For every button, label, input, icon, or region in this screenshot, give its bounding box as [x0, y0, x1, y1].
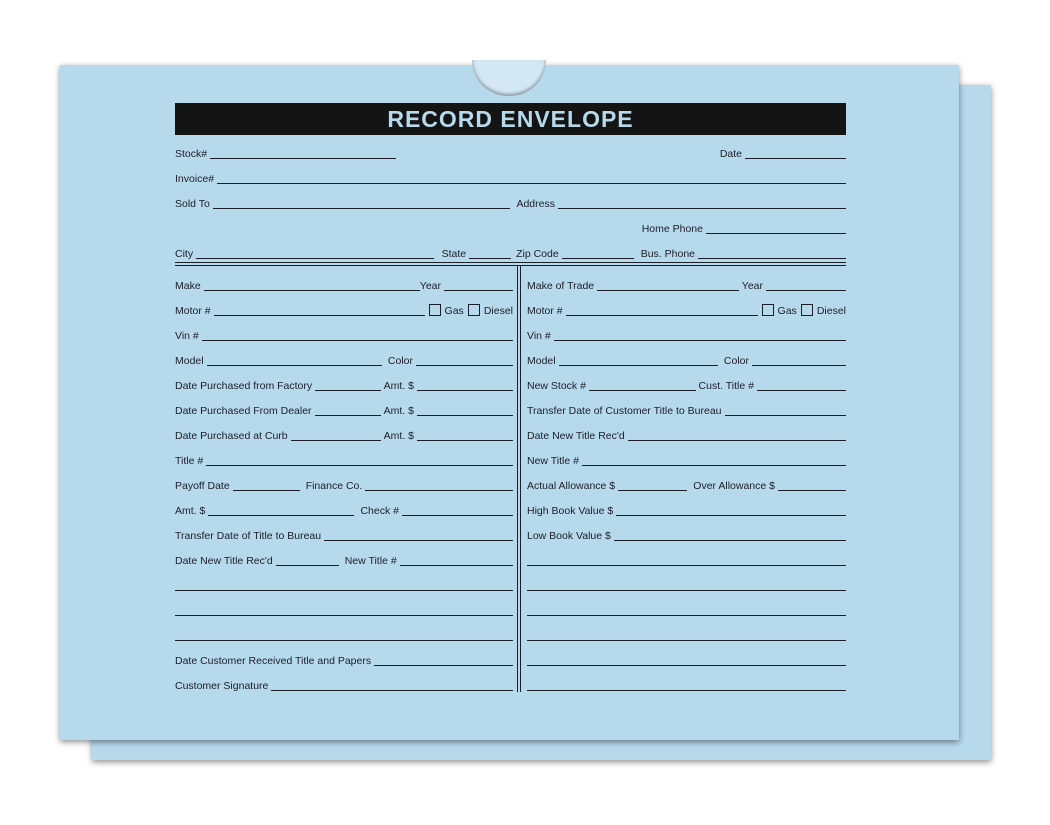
trade-year-label: Year: [741, 280, 763, 292]
finance-co-label: Finance Co.: [305, 480, 363, 492]
right-row-date-new-title: [527, 428, 846, 442]
blank-field[interactable]: [175, 590, 513, 591]
right-row-vin: [527, 328, 846, 342]
trade-new-title-field[interactable]: [582, 465, 846, 466]
left-blank-line: [175, 578, 513, 592]
transfer-field[interactable]: [324, 540, 513, 541]
sold-to-field[interactable]: [213, 208, 511, 209]
date-label: Date: [719, 148, 742, 160]
amt-dealer-field[interactable]: [417, 415, 513, 416]
left-row-signature: [175, 678, 513, 692]
left-row-date-curb: [175, 428, 513, 442]
city-field[interactable]: [196, 258, 433, 259]
blank-field[interactable]: [527, 565, 846, 566]
left-row-new-title: [175, 553, 513, 567]
right-row-allowance: [527, 478, 846, 492]
gas-checkbox[interactable]: [429, 304, 441, 316]
amt-label: Amt. $: [175, 505, 206, 517]
blank-field[interactable]: [175, 615, 513, 616]
address-field[interactable]: [558, 208, 846, 209]
right-blank-line: [527, 553, 846, 567]
right-row-new-title: [527, 453, 846, 467]
color-field[interactable]: [416, 365, 513, 366]
left-row-payoff: [175, 478, 513, 492]
date-factory-label: Date Purchased from Factory: [175, 380, 313, 392]
left-row-transfer: [175, 528, 513, 542]
left-blank-line: [175, 603, 513, 617]
diesel-checkbox[interactable]: [468, 304, 480, 316]
form-title: RECORD ENVELOPE: [175, 103, 846, 135]
gas-label: Gas: [444, 305, 464, 317]
high-book-label: High Book Value $: [527, 505, 614, 517]
title-number-field[interactable]: [206, 465, 513, 466]
trade-new-title-label: New Title #: [527, 455, 579, 467]
amt-curb-field[interactable]: [417, 440, 513, 441]
header-row-invoice: [175, 171, 846, 185]
payoff-date-field[interactable]: [233, 490, 300, 491]
left-row-make: [175, 278, 513, 292]
vin-field[interactable]: [202, 340, 513, 341]
new-title-label: New Title #: [344, 555, 397, 567]
right-row-low-book: [527, 528, 846, 542]
trade-gas-label: Gas: [777, 305, 797, 317]
make-field[interactable]: [204, 290, 420, 291]
city-label: City: [175, 248, 194, 260]
vin-label: Vin #: [175, 330, 199, 342]
transfer-customer-field[interactable]: [725, 415, 846, 416]
date-new-title-field[interactable]: [276, 565, 339, 566]
bus-phone-field[interactable]: [698, 258, 846, 259]
right-blank-line: [527, 628, 846, 642]
state-label: State: [441, 248, 467, 260]
finance-co-field[interactable]: [365, 490, 513, 491]
left-row-vin: [175, 328, 513, 342]
right-row-model: [527, 353, 846, 367]
column-divider: [517, 266, 521, 692]
left-row-amt-check: [175, 503, 513, 517]
trade-model-label: Model: [527, 355, 556, 367]
over-allowance-field[interactable]: [778, 490, 846, 491]
date-curb-label: Date Purchased at Curb: [175, 430, 288, 442]
right-row-motor: [527, 303, 846, 317]
actual-allowance-field[interactable]: [618, 490, 687, 491]
date-customer-field[interactable]: [374, 665, 513, 666]
stock-field[interactable]: [210, 158, 396, 159]
model-field[interactable]: [207, 365, 382, 366]
right-blank-line: [527, 653, 846, 667]
left-row-date-dealer: [175, 403, 513, 417]
left-blank-line: [175, 628, 513, 642]
trade-vin-field[interactable]: [554, 340, 846, 341]
transfer-label: Transfer Date of Title to Bureau: [175, 530, 322, 542]
left-row-date-factory: [175, 378, 513, 392]
right-blank-line: [527, 678, 846, 692]
signature-label: Customer Signature: [175, 680, 269, 692]
make-label: Make: [175, 280, 201, 292]
make-trade-label: Make of Trade: [527, 280, 595, 292]
year-field[interactable]: [444, 290, 513, 291]
blank-field[interactable]: [527, 615, 846, 616]
signature-field[interactable]: [271, 690, 513, 691]
blank-field[interactable]: [527, 640, 846, 641]
trade-motor-field[interactable]: [566, 315, 758, 316]
bus-phone-label: Bus. Phone: [640, 248, 695, 260]
header-row-sold-to: [175, 196, 846, 210]
invoice-field[interactable]: [217, 183, 846, 184]
right-blank-line: [527, 578, 846, 592]
trade-model-field[interactable]: [559, 365, 718, 366]
trade-color-label: Color: [723, 355, 749, 367]
cust-title-label: Cust. Title #: [698, 380, 754, 392]
trade-vin-label: Vin #: [527, 330, 551, 342]
high-book-field[interactable]: [616, 515, 846, 516]
make-trade-field[interactable]: [597, 290, 739, 291]
trade-diesel-checkbox[interactable]: [801, 304, 813, 316]
zip-label: Zip Code: [516, 248, 559, 260]
right-row-transfer: [527, 403, 846, 417]
check-label: Check #: [360, 505, 399, 517]
new-title-field[interactable]: [400, 565, 513, 566]
amt-factory-label: Amt. $: [383, 380, 414, 392]
left-row-motor: [175, 303, 513, 317]
left-row-title: [175, 453, 513, 467]
title-number-label: Title #: [175, 455, 204, 467]
home-phone-field[interactable]: [706, 233, 846, 234]
trade-diesel-label: Diesel: [816, 305, 846, 317]
zip-field[interactable]: [562, 258, 634, 259]
address-label: Address: [516, 198, 555, 210]
transfer-customer-label: Transfer Date of Customer Title to Bureau: [527, 405, 722, 417]
blank-field[interactable]: [175, 640, 513, 641]
motor-field[interactable]: [214, 315, 425, 316]
date-curb-field[interactable]: [291, 440, 381, 441]
cust-title-field[interactable]: [757, 390, 846, 391]
date-factory-field[interactable]: [315, 390, 381, 391]
blank-field[interactable]: [527, 590, 846, 591]
sold-to-label: Sold To: [175, 198, 210, 210]
date-field[interactable]: [745, 158, 846, 159]
state-field[interactable]: [469, 258, 511, 259]
date-new-title-label: Date New Title Rec'd: [175, 555, 273, 567]
diesel-label: Diesel: [483, 305, 513, 317]
right-row-new-stock: [527, 378, 846, 392]
payoff-date-label: Payoff Date: [175, 480, 230, 492]
date-dealer-label: Date Purchased From Dealer: [175, 405, 312, 417]
new-stock-label: New Stock #: [527, 380, 586, 392]
right-row-high-book: [527, 503, 846, 517]
stock-label: Stock#: [175, 148, 208, 160]
amt-field[interactable]: [208, 515, 354, 516]
home-phone-label: Home Phone: [641, 223, 703, 235]
header-row-city: [175, 246, 846, 260]
low-book-field[interactable]: [614, 540, 846, 541]
actual-allowance-label: Actual Allowance $: [527, 480, 616, 492]
motor-label: Motor #: [175, 305, 211, 317]
trade-motor-label: Motor #: [527, 305, 563, 317]
header-row-stock: [175, 146, 846, 160]
blank-field[interactable]: [527, 690, 846, 691]
amt-curb-label: Amt. $: [383, 430, 414, 442]
trade-color-field[interactable]: [752, 365, 846, 366]
model-label: Model: [175, 355, 204, 367]
section-divider: [175, 262, 846, 266]
color-label: Color: [387, 355, 413, 367]
right-blank-line: [527, 603, 846, 617]
trade-date-new-title-label: Date New Title Rec'd: [527, 430, 625, 442]
left-row-model: [175, 353, 513, 367]
header-row-home-phone: [175, 221, 846, 235]
date-dealer-field[interactable]: [315, 415, 381, 416]
amt-factory-field[interactable]: [417, 390, 513, 391]
right-row-make-trade: [527, 278, 846, 292]
year-label: Year: [419, 280, 441, 292]
blank-field[interactable]: [527, 665, 846, 666]
amt-dealer-label: Amt. $: [383, 405, 414, 417]
trade-date-new-title-field[interactable]: [628, 440, 846, 441]
check-field[interactable]: [402, 515, 513, 516]
invoice-label: Invoice#: [175, 173, 215, 185]
date-customer-label: Date Customer Received Title and Papers: [175, 655, 372, 667]
new-stock-field[interactable]: [589, 390, 696, 391]
trade-gas-checkbox[interactable]: [762, 304, 774, 316]
trade-year-field[interactable]: [766, 290, 846, 291]
over-allowance-label: Over Allowance $: [693, 480, 775, 492]
low-book-label: Low Book Value $: [527, 530, 611, 542]
left-row-date-customer: [175, 653, 513, 667]
